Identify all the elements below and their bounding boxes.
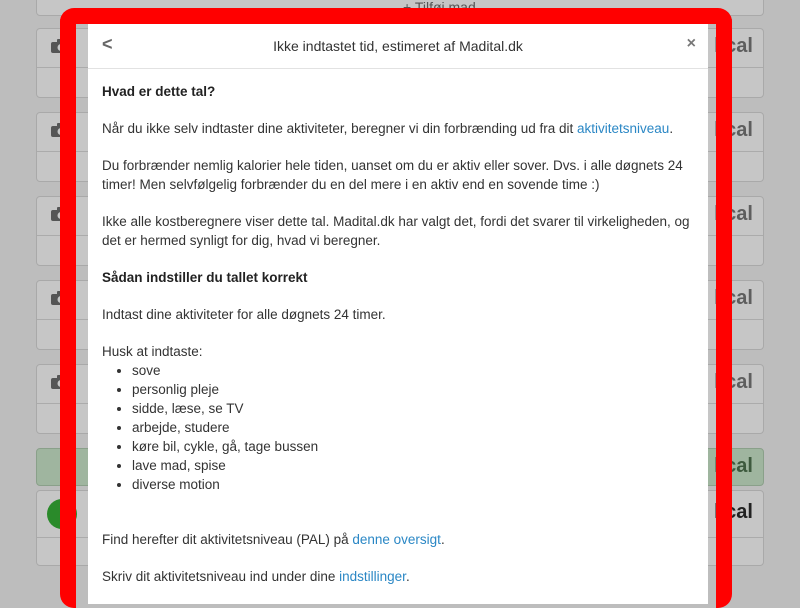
back-button[interactable]: <	[102, 34, 113, 54]
activity-list	[102, 361, 694, 494]
list-item: • arbejde, studere	[132, 418, 694, 437]
list-item: • personlig pleje	[132, 380, 694, 399]
camera-icon[interactable]	[51, 375, 71, 389]
close-button[interactable]: ×	[686, 35, 696, 52]
section-heading: Sådan indstiller du tallet korrekt	[102, 270, 308, 285]
kcal-label: kcal	[714, 455, 753, 477]
list-item: • lave mad, spise	[132, 456, 694, 475]
paragraph: Ikke alle kostberegnere viser dette tal. Madital.dk har valgt det, fordi det svarer til virkeligheden, og det er hermed synligt for dig, hvad vi beregner.	[102, 214, 690, 248]
paragraph-text: Når du ikke selv indtaster dine aktiviteter, beregner vi din forbrænding ud fra dit	[102, 121, 577, 136]
info-modal	[88, 24, 708, 604]
add-food-button[interactable]: + Tilføj mad	[403, 0, 476, 15]
kcal-label: kcal	[714, 371, 753, 393]
paragraph	[102, 119, 694, 138]
kcal-label: kcal	[714, 203, 753, 225]
paragraph	[102, 567, 694, 586]
list-item: • sidde, læse, se TV	[132, 399, 694, 418]
paragraph: Du forbrænder nemlig kalorier hele tiden, uanset om du er aktiv eller sover. Dvs. i alle døgnets 24 timer! Men selvfølgelig forbrænder du en del mere i en aktiv end en sovende time :)	[102, 158, 683, 192]
paragraph-text: Find herefter dit aktivitetsniveau (PAL) på	[102, 532, 353, 547]
kcal-label: kcal	[714, 35, 753, 57]
settings-link[interactable]: indstillinger	[339, 569, 406, 584]
activity-dot-icon	[47, 499, 77, 529]
modal-header	[88, 24, 708, 69]
paragraph	[102, 530, 694, 549]
list-item: • diverse motion	[132, 475, 694, 494]
camera-icon[interactable]	[51, 39, 71, 53]
paragraph: Husk at indtaste:	[102, 344, 203, 359]
kcal-label: kcal	[714, 119, 753, 141]
camera-icon[interactable]	[51, 207, 71, 221]
bg-add-food-row	[36, 0, 764, 16]
paragraph-text: .	[440, 532, 445, 547]
camera-icon[interactable]	[51, 123, 71, 137]
paragraph-text: .	[405, 569, 410, 584]
section-heading: Hvad er dette tal?	[102, 84, 216, 99]
modal-body	[88, 69, 708, 586]
paragraph-text: .	[669, 121, 674, 136]
list-item: • køre bil, cykle, gå, tage bussen	[132, 437, 694, 456]
list-item: • sove	[132, 361, 694, 380]
paragraph-text: Skriv dit aktivitetsniveau ind under dine	[102, 569, 340, 584]
paragraph: Indtast dine aktiviteter for alle døgnets 24 timer.	[102, 307, 386, 322]
activity-level-link[interactable]: aktivitetsniveau	[577, 121, 670, 136]
modal-title: Ikke indtastet tid, estimeret af Madital.dk	[273, 38, 523, 54]
spacer	[102, 512, 694, 530]
kcal-label: kcal	[714, 501, 753, 523]
overview-link[interactable]: denne oversigt	[352, 532, 441, 547]
camera-icon[interactable]	[51, 291, 71, 305]
kcal-label: kcal	[714, 287, 753, 309]
